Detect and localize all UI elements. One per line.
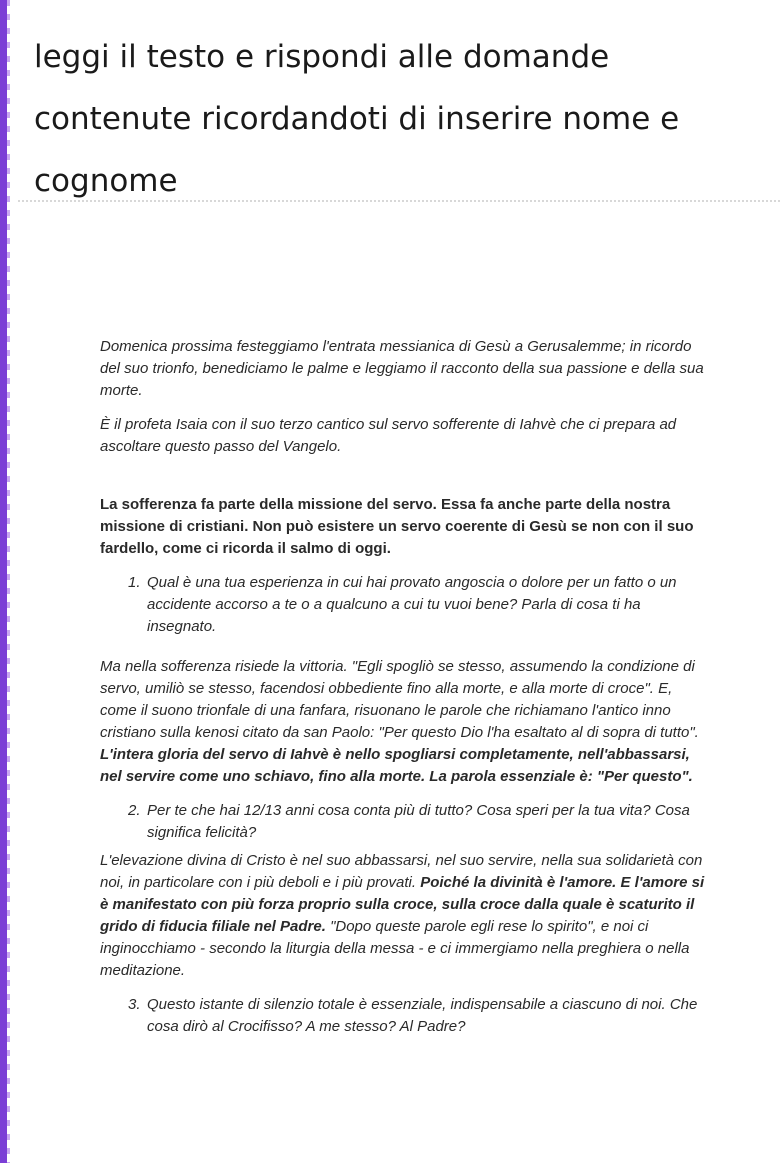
question-1 <box>100 572 710 638</box>
document-image <box>100 336 710 1038</box>
question-2-text: Per te che hai 12/13 anni cosa conta più di tutto? Cosa speri per la tua vita? Cosa significa felicità? <box>147 802 690 841</box>
paragraph-4-bold: L'intera gloria del servo di Iahvè è nello spogliarsi completamente, nell'abbassarsi, nel servire come uno schiavo, fino alla morte. La parola essenziale è: "Per questo". <box>100 746 693 785</box>
paragraph-2: È il profeta Isaia con il suo terzo cantico sul servo sofferente di Iahvè che ci prepara ad ascoltare questo passo del Vangelo. <box>100 416 677 455</box>
question-1-number: 1. <box>128 574 141 591</box>
paragraph-5-italic: L'elevazione divina di Cristo è nel suo abbassarsi, nel suo servire, nella sua solidarietà con noi, in particolare con i più deboli e i più provati. <box>100 852 703 891</box>
question-2-number: 2. <box>128 802 141 819</box>
question-3-text: Questo istante di silenzio totale è essenziale, indispensabile a ciascuno di noi. Che cosa dirò al Crocifisso? A me stesso? Al Padre? <box>147 996 698 1035</box>
paragraph-5-bold: Poiché la divinità è l'amore. E l'amore si è manifestato con più forza proprio sulla croce, sulla croce dalla quale è scaturito il grido di fiducia filiale nel Padre. <box>100 874 705 935</box>
dotted-divider <box>18 200 780 202</box>
question-1-text: Qual è una tua esperienza in cui hai provato angoscia o dolore per un fatto o un accidente accorso a te o a qualcuno a cui tu vuoi bene? Parla di cosa ti ha insegnato. <box>147 574 677 635</box>
paragraph-1: Domenica prossima festeggiamo l'entrata messianica di Gesù a Gerusalemme; in ricordo del suo trionfo, benediciamo le palme e leggiamo il racconto della sua passione e della sua morte. <box>100 338 704 399</box>
paragraph-5 <box>100 850 710 982</box>
question-3 <box>100 994 710 1038</box>
paragraph-5-italic-2: "Dopo queste parole egli rese lo spirito", e noi ci inginocchiamo - secondo la liturgia della messa - e ci immergiamo nella preghiera o nella meditazione. <box>100 918 690 979</box>
instruction-heading: leggi il testo e rispondi alle domande contenute ricordandoti di inserire nome e cognome <box>34 39 680 199</box>
left-accent-border <box>0 0 7 1163</box>
paragraph-4-italic: Ma nella sofferenza risiede la vittoria. "Egli spogliò se stesso, assumendo la condizione di servo, umiliò se stesso, facendosi obbediente fino alla morte, e alla morte di croce". E, come il suono trionfale di una fanfara, risuonano le parole che richiamano l'antico inno cristiano sulla kenosi citato da san Paolo: "Per questo Dio l'ha esaltato al di sopra di tutto". <box>100 658 699 741</box>
paragraph-3: La sofferenza fa parte della missione del servo. Essa fa anche parte della nostra missione di cristiani. Non può esistere un servo coerente di Gesù se non con il suo fardello, come ci ricorda il salmo di oggi. <box>100 496 694 557</box>
paragraph-4 <box>100 656 710 788</box>
question-3-number: 3. <box>128 996 141 1013</box>
question-2 <box>100 800 710 844</box>
